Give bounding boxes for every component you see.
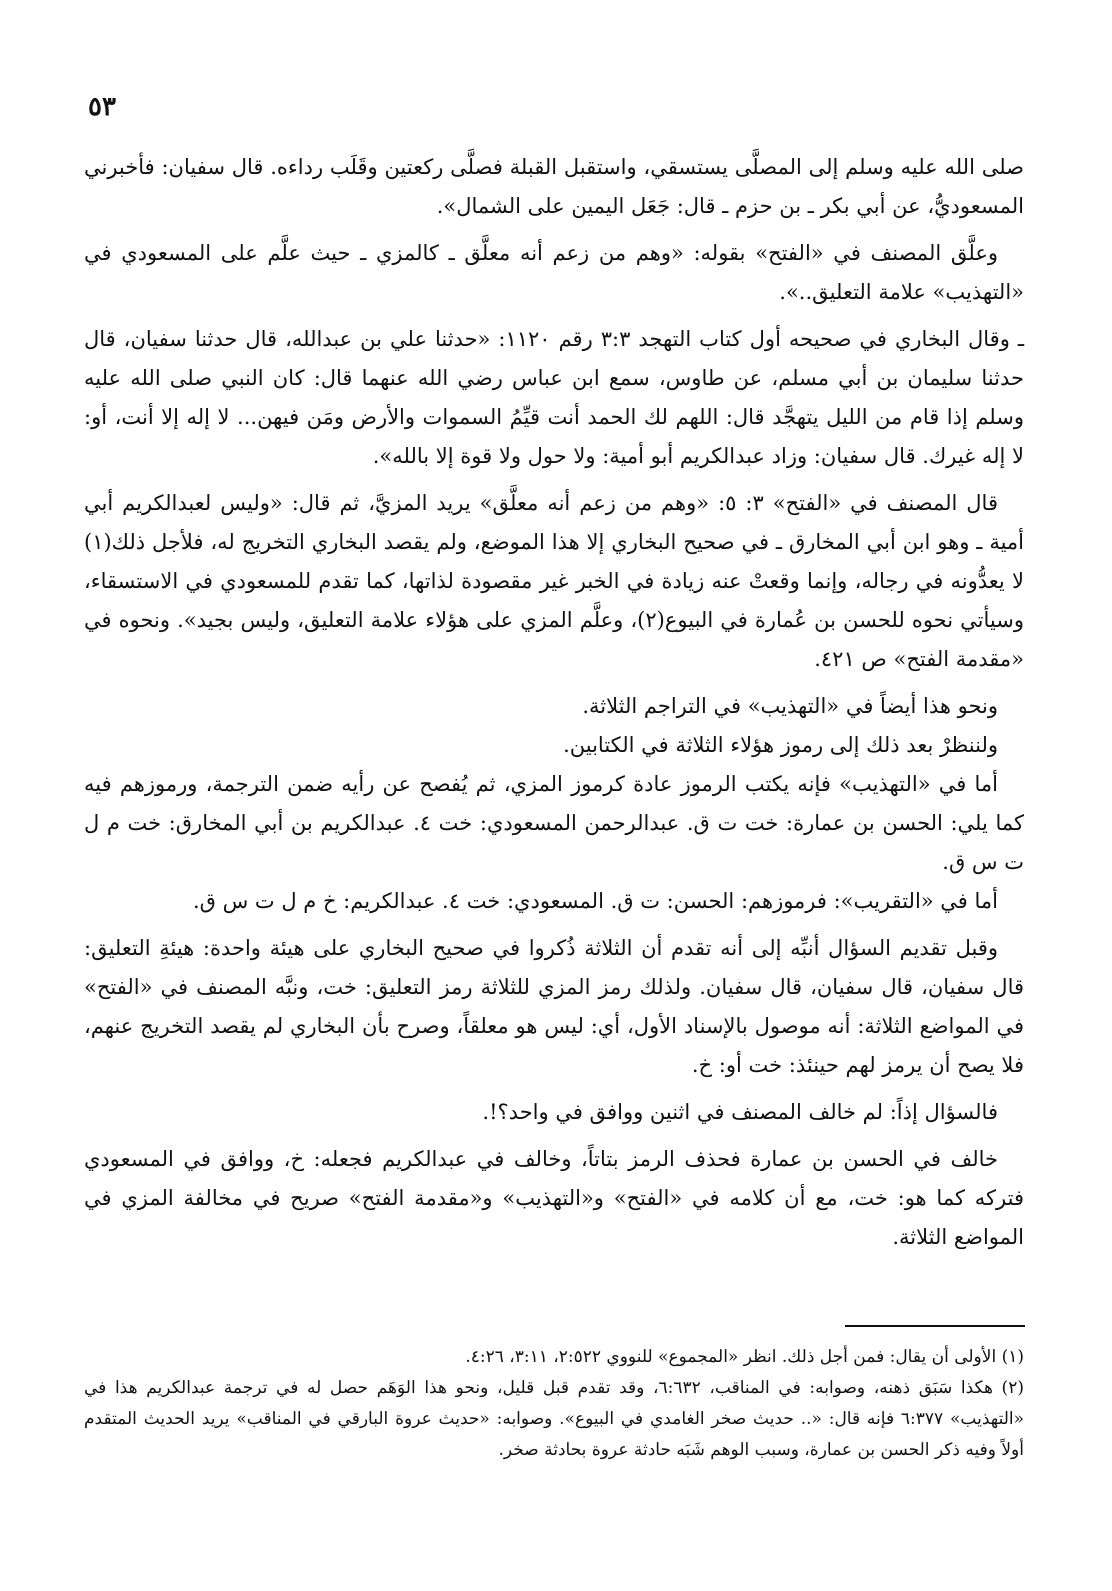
footnote-divider (845, 1325, 1025, 1327)
footnote: (٢) هكذا سَبَق ذهنه، وصوابه: في المناقب، ٦:٦٣٢، وقد تقدم قبل قليل، ونحو هذا الوَهَم حصل له في ترجمة عبدالكريم هذا في «التهذيب» ٦:٣٧٧ فإنه قال: «.. حديث صخر الغامدي في البيوع». وصوابه: «حديث عروة البارقي في المناقب» يريد الحديث المتقدم أولاً وفيه ذكر الحسن بن عمارة، وسبب الوهم شَبَه حادثة عروة بحادثة صخر. (84, 1378, 1025, 1460)
paragraph: فالسؤال إذاً: لم خالف المصنف في اثنين ووافق في واحد؟!. (482, 1100, 998, 1124)
paragraph: ونحو هذا أيضاً في «التهذيب» في التراجم الثلاثة. (582, 694, 998, 718)
paragraph: قال المصنف في «الفتح» ٣: ٥: «وهم من زعم أنه معلَّق» يريد المزيَّ، ثم قال: «وليس لعبدالكريم أبي أمية ـ وهو ابن أبي المخارق ـ في صحيح البخاري إلا هذا الموضع، ولم يقصد البخاري التخريج له، فلأجل ذلك(١) لا يعدُّونه في رجاله، وإنما وقعتْ عنه زيادة في الخبر غير مقصودة لذاتها، كما تقدم للمسعودي في الاستسقاء، وسيأتي نحوه للحسن بن عُمارة في البيوع(٢)، وعلَّم المزي على هؤلاء علامة التعليق، وليس بجيد». ونحوه في «مقدمة الفتح» ص ٤٢١. (84, 491, 1024, 671)
paragraph: أما في «التقريب»: فرموزهم: الحسن: ت ق. المسعودي: خت ٤. عبدالكريم: خ م ل ت س ق. (192, 889, 998, 913)
paragraph: وقبل تقديم السؤال أنبِّه إلى أنه تقدم أن الثلاثة ذُكروا في صحيح البخاري على هيئة واحدة: هيئةِ التعليق: قال سفيان، قال سفيان، قال سفيان. ولذلك رمز المزي للثلاثة رمز التعليق: خت، ونبَّه المصنف في «الفتح» في المواضع الثلاثة: أنه موصول بالإسناد الأول، أي: ليس هو معلقاً، وصرح بأن البخاري لم يقصد التخريج عنهم، فلا يصح أن يرمز لهم حينئذ: خت أو: خ. (84, 936, 1024, 1077)
footnotes (84, 1342, 1024, 1466)
paragraph: أما في «التهذيب» فإنه يكتب الرموز عادة كرموز المزي، ثم يُفصح عن رأيه ضمن الترجمة، ورموزهم فيه كما يلي: الحسن بن عمارة: خت ت ق. عبدالرحمن المسعودي: خت ٤. عبدالكريم بن أبي المخارق: خت م ل ت س ق. (84, 772, 1024, 874)
paragraph: ولننظرْ بعد ذلك إلى رموز هؤلاء الثلاثة في الكتابين. (563, 733, 998, 757)
paragraph: صلى الله عليه وسلم إلى المصلَّى يستسقي، واستقبل القبلة فصلَّى ركعتين وقَلَب رداءه. قال سفيان: فأخبرني المسعوديُّ، عن أبي بكر ـ بن حزم ـ قال: جَعَل اليمين على الشمال». (84, 155, 1024, 218)
footnote: (١) الأولى أن يقال: فمن أجل ذلك. انظر «المجموع» للنووي ٢:٥٢٢، ٣:١١، ٤:٢٦. (465, 1347, 1024, 1367)
page-number: ٥٣ (88, 92, 116, 122)
paragraph: وعلَّق المصنف في «الفتح» بقوله: «وهم من زعم أنه معلَّق ـ كالمزي ـ حيث علَّم على المسعودي في «التهذيب» علامة التعليق..». (84, 241, 1024, 304)
paragraph: خالف في الحسن بن عمارة فحذف الرمز بتاتاً، وخالف في عبدالكريم فجعله: خ، ووافق في المسعودي فتركه كما هو: خت، مع أن كلامه في «الفتح» و«التهذيب» و«مقدمة الفتح» صريح في مخالفة المزي في المواضع الثلاثة. (84, 1147, 1024, 1249)
paragraph: ـ وقال البخاري في صحيحه أول كتاب التهجد ٣:٣ رقم ١١٢٠: «حدثنا علي بن عبدالله، قال حدثنا سفيان، قال حدثنا سليمان بن أبي مسلم، عن طاوس، سمع ابن عباس رضي الله عنهما قال: كان النبي صلى الله عليه وسلم إذا قام من الليل يتهجَّد قال: اللهم لك الحمد أنت قيِّمُ السموات والأرض ومَن فيهن... لا إله إلا أنت، أو: لا إله غيرك. قال سفيان: وزاد عبدالكريم أبو أمية: ولا حول ولا قوة إلا بالله». (84, 327, 1025, 468)
main-text (84, 148, 1024, 1257)
